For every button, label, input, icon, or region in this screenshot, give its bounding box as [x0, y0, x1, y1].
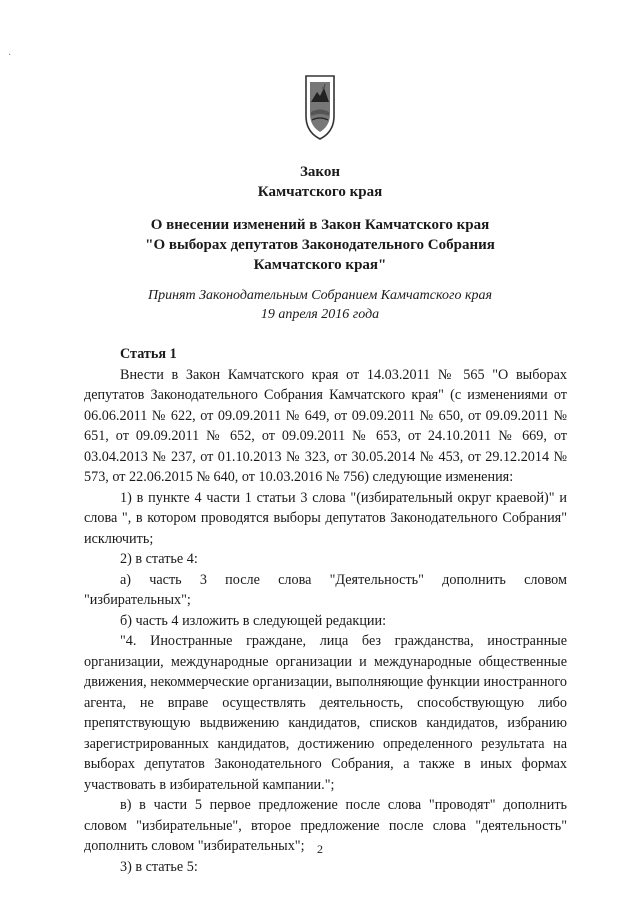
- quoted-text: "4. Иностранные граждане, лица без гражданства, иностранные организации, международные организации и международные общественные движения, некоммерческие организации, выполняющие функции иностранного агента, не вправе осуществлять деятельность, способствующую либо препятствующую выдвижению кандидатов, списков кандидатов, избранию зарегистрированных кандидатов, достижению определенного результата на выборах депутатов Законодательного Собрания, а также в иных формах участвовать в избирательной кампании.";: [84, 633, 567, 793]
- law-subject-line-2: "О выборах депутатов Законодательного Собрания: [145, 237, 495, 253]
- item-2a: а) часть 3 после слова "Деятельность" дополнить словом "избирательных";: [84, 571, 567, 608]
- page-number: 2: [317, 842, 323, 856]
- item-3: 3) в статье 5:: [120, 858, 198, 875]
- item-2: 2) в статье 4:: [120, 551, 198, 567]
- item-1: 1) в пункте 4 части 1 статьи 3 слова "(избирательный округ краевой)" и слова ", в котором проводятся выборы депутатов Законодательного Собрания" исключить;: [84, 489, 567, 547]
- adopted-date: 19 апреля 2016 года: [260, 307, 380, 322]
- article-intro: Внести в Закон Камчатского края от 14.03.2011 № 565 "О выборах депутатов Законодательного Собрания Камчатского края" (с изменениями от 06.06.2011 № 622, от 09.09.2011 № 649, от 09.09.2011 № 650, от 09.09.2011 № 651, от 09.09.2011 № 652, от 09.09.2011 № 653, от 24.10.2011 № 669, от 03.04.2013 № 237, от 01.10.2013 № 323, от 30.05.2014 № 453, от 29.12.2014 № 573, от 22.06.2015 № 640, от 10.03.2016 № 756) следующие изменения:: [84, 366, 567, 485]
- law-region: Камчатского края: [257, 184, 383, 200]
- adopted-line-1: Принят Законодательным Собранием Камчатского края: [147, 288, 493, 303]
- kamchatka-coat-of-arms-icon: [300, 72, 340, 142]
- item-2v: в) в части 5 первое предложение после слова "проводят" дополнить словом "избирательные", второе предложение после слова "деятельность" дополнить словом "избирательных";: [84, 797, 567, 854]
- law-title: Закон: [299, 164, 340, 180]
- law-subject-line-1: О внесении изменений в Закон Камчатского края: [150, 217, 490, 233]
- article-heading: Статья 1: [120, 346, 177, 362]
- margin-mark: ·: [8, 50, 12, 61]
- item-2b: б) часть 4 изложить в следующей редакции:: [120, 612, 387, 629]
- law-subject-line-3: Камчатского края": [253, 257, 387, 273]
- article-body: [84, 344, 567, 877]
